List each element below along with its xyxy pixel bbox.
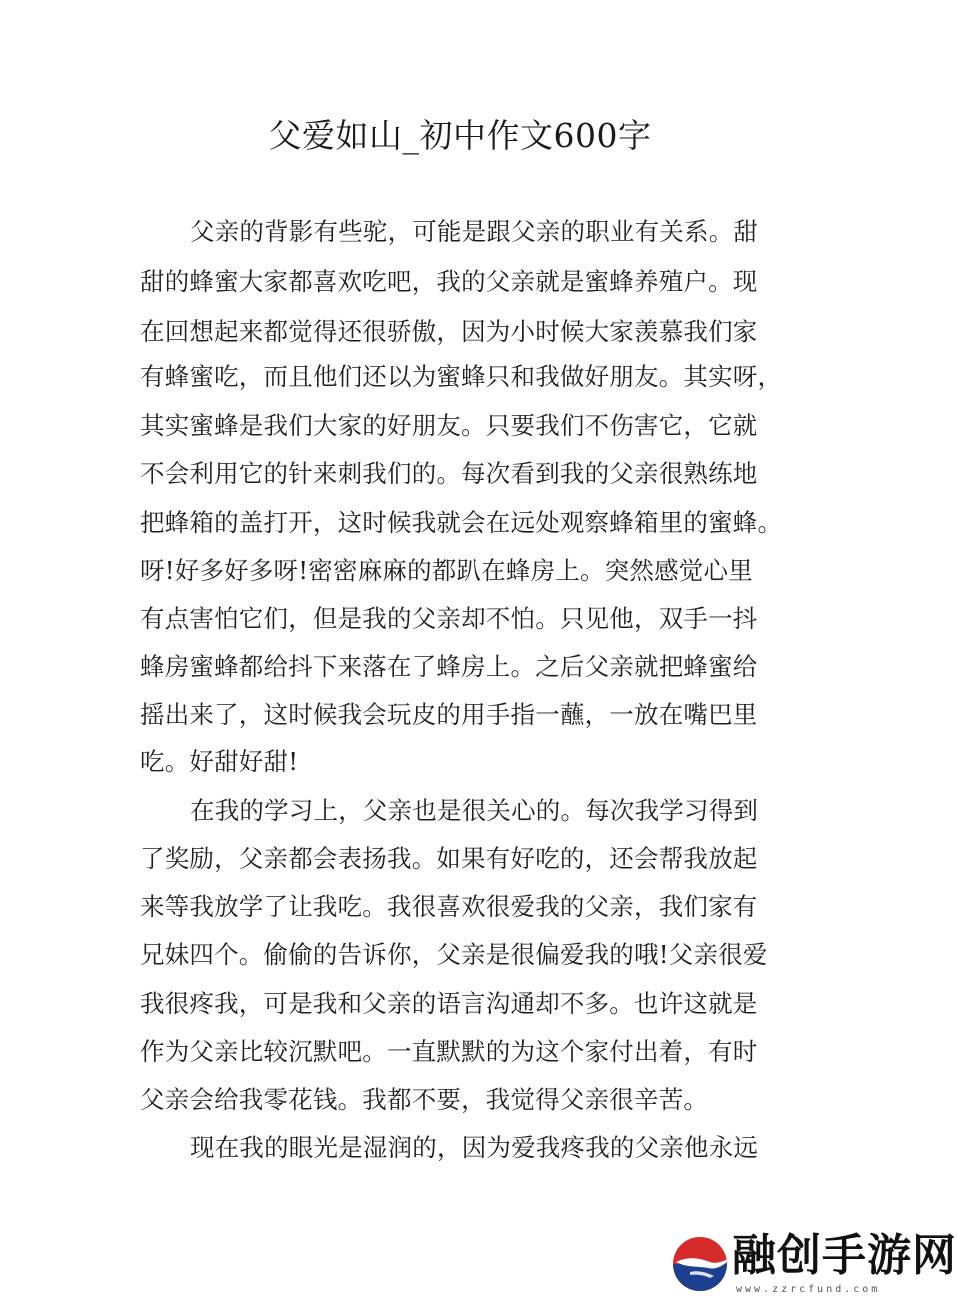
paragraph-line: 摇出来了，这时候我会玩皮的用手指一蘸，一放在嘴巴里 xyxy=(140,700,758,729)
paragraph-line: 吃。好甜好甜! xyxy=(140,747,299,776)
paragraph-line: 有点害怕它们，但是我的父亲却不怕。只见他，双手一抖 xyxy=(140,604,758,633)
document-title: 父爱如山_初中作文600字 xyxy=(268,116,652,155)
site-watermark xyxy=(670,1228,957,1302)
paragraph-line: 不会利用它的针来刺我们的。每次看到我的父亲很熟练地 xyxy=(140,459,758,488)
paragraph-line: 父亲的背影有些驼，可能是跟父亲的职业有关系。甜 xyxy=(190,217,759,246)
paragraph-line: 现在我的眼光是湿润的，因为爱我疼我的父亲他永远 xyxy=(190,1133,759,1162)
bird-globe-logo-icon xyxy=(670,1232,732,1294)
paragraph-line: 甜的蜂蜜大家都喜欢吃吧，我的父亲就是蜜蜂养殖户。现 xyxy=(140,267,758,296)
paragraph-line: 父亲会给我零花钱。我都不要，我觉得父亲很辛苦。 xyxy=(140,1085,709,1114)
paragraph-line: 在我的学习上，父亲也是很关心的。每次我学习得到 xyxy=(190,796,759,825)
paragraph-line: 其实蜜蜂是我们大家的好朋友。只要我们不伤害它，它就 xyxy=(140,411,758,440)
paragraph-line: 有蜂蜜吃，而且他们还以为蜜蜂只和我做好朋友。其实呀， xyxy=(140,362,783,391)
brand-url: www.zzrcfund.com xyxy=(736,1284,881,1295)
paragraph-line: 在回想起来都觉得还很骄傲，因为小时候大家羡慕我们家 xyxy=(140,317,758,346)
paragraph-line: 来等我放学了让我吃。我很喜欢很爱我的父亲，我们家有 xyxy=(140,892,758,921)
paragraph-line: 把蜂箱的盖打开，这时候我就会在远处观察蜂箱里的蜜蜂。 xyxy=(140,508,783,537)
paragraph-line: 了奖励，父亲都会表扬我。如果有好吃的，还会帮我放起 xyxy=(140,844,758,873)
paragraph-line: 蜂房蜜蜂都给抖下来落在了蜂房上。之后父亲就把蜂蜜给 xyxy=(140,652,758,681)
paragraph-line: 作为父亲比较沉默吧。一直默默的为这个家付出着，有时 xyxy=(140,1037,758,1066)
paragraph-line: 兄妹四个。偷偷的告诉你，父亲是很偏爱我的哦!父亲很爱 xyxy=(140,940,768,969)
brand-name: 融创手游网 xyxy=(732,1230,957,1281)
paragraph-line: 呀!好多好多呀!密密麻麻的都趴在蜂房上。突然感觉心里 xyxy=(140,556,753,585)
paragraph-line: 我很疼我，可是我和父亲的语言沟通却不多。也许这就是 xyxy=(140,989,758,1018)
